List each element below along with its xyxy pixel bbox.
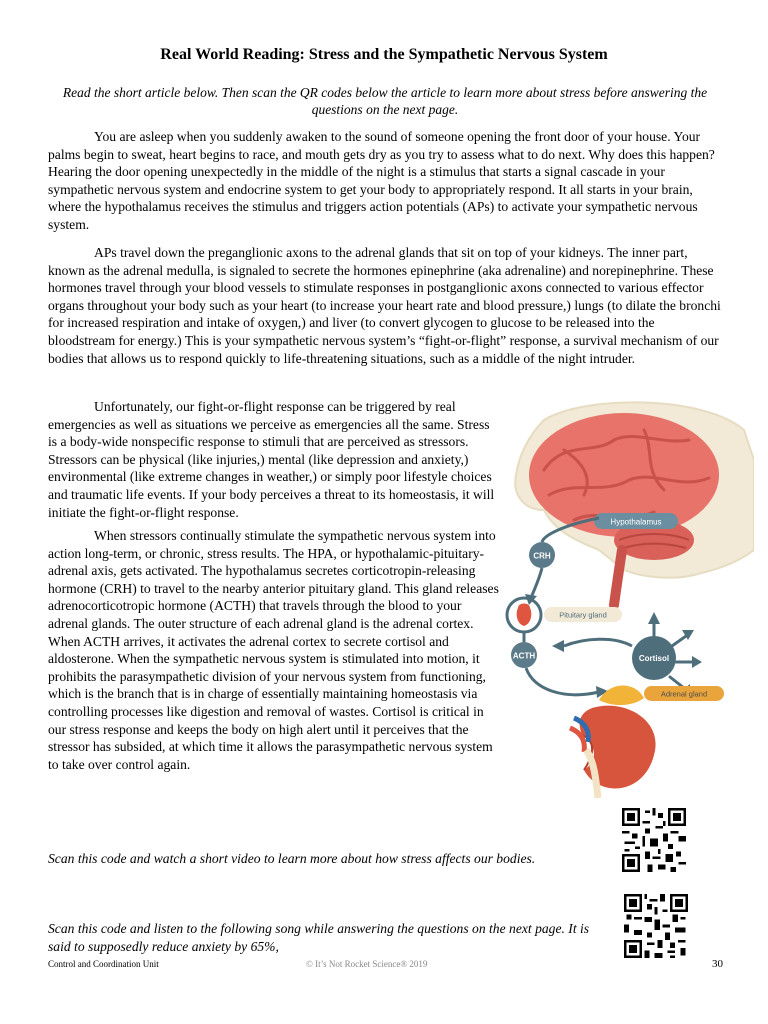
paragraph-1: You are asleep when you suddenly awaken to the sound of someone opening the front door of your house. Your palms begin to sweat, heart begins to race, and mouth gets dry as you try to assess what to do next. Why does this happen? Hearing the door opening unexpectedly in the middle of the night is a stimulus that starts a signal cascade in your sympathetic nervous system and endocrine system to get your body to appropriately respond. It all starts in your brain, where the hypothalamus receives the stimulus and triggers action potentials (APs) to activate your sympathetic nervous system. [48,129,715,232]
adrenal-gland-icon [599,685,644,705]
cortisol-label: Cortisol [638,654,670,663]
pituitary-gland-icon [517,604,532,627]
crh-label: CRH [533,551,551,561]
qr-code-video-icon[interactable] [622,808,686,872]
page-number: 30 [712,958,723,970]
paragraph-3: Unfortunately, our fight-or-flight response can be triggered by real emergencies as well as situations we perceive as emergencies all the same. Stress is a body-wide nonspecific response to stimuli that are perceived as stressors. Stressors can be physical (like injuries,) mental (like depression and anxiety,) environmental (like extreme changes in weather,) or simply poor lifestyle choices and traumatic life events. If your body perceives a threat to its homeostasis, it will initiate the fight-or-flight response. [48,399,495,520]
paragraph-4: When stressors continually stimulate the sympathetic nervous system into action long-term, or chronic, stress results. The HPA, or hypothalamic-pituitary-adrenal axis, gets activated. The hypothalamus secretes corticotropin-releasing hormone (CRH) to travel to the nearby anterior pituitary gland. This gland releases adrenocorticotropic hormone (ACTH) that travels through the blood to your adrenal glands. The outer structure of each adrenal gland is the adrenal cortex. When ACTH arrives, it activates the adrenal cortex to secrete cortisol and aldosterone. When the sympathetic nervous system is stimulated into motion, it prohibits the parasympathetic division of your nervous system from functioning, which is the branch that is in charge of essentially maintaining homeostasis via controlling processes like digestion and removal of wastes. Cortisol is critical in our stress response and keeps the body on high alert until it perceives that the stressor has subsided, at which time it allows the parasympathetic nervous system to take over control again. [48,528,499,772]
scan-video-instruction: Scan this code and watch a short video to learn more about how stress affects our bodies. [48,851,536,866]
hpa-axis-diagram [504,400,754,800]
acth-label: ACTH [512,651,536,661]
footer-unit: Control and Coordination Unit [48,959,159,969]
pituitary-label: Pituitary gland [559,610,607,620]
adrenal-label: Adrenal gland [660,689,708,699]
qr-code-song-icon[interactable] [624,894,688,958]
paragraph-2: APs travel down the preganglionic axons to the adrenal glands that sit on top of your kidneys. The inner part, known as the adrenal medulla, is signaled to secrete the hormones epinephrine (aka adrenaline) and norepinephrine. These hormones travel through your blood vessels to stimulate responses in postganglionic axons connected to various effector organs throughout your body such as your heart (to increase your heart rate and blood pressure,) lungs (to dilate the bronchi for increased respiration and intake of oxygen,) and liver (to convert glycogen to glucose to be released into the bloodstream for energy.) This is your sympathetic nervous system’s “fight-or-flight” response, a survival mechanism of our bodies that allows us to respond quickly to life-threatening situations, such as a middle of the night intruder. [48,245,721,366]
footer-copyright: © It’s Not Rocket Science® 2019 [306,959,428,969]
page-title: Real World Reading: Stress and the Sympathetic Nervous System [160,46,608,63]
instructions: Read the short article below. Then scan the QR codes below the article to learn more about stress before answering the questions on the next page. [62,85,708,117]
scan-song-instruction: Scan this code and listen to the following song while answering the questions on the next page. It is said to supposedly reduce anxiety by 65%, [48,921,590,954]
hypothalamus-label: Hypothalamus [610,517,662,527]
